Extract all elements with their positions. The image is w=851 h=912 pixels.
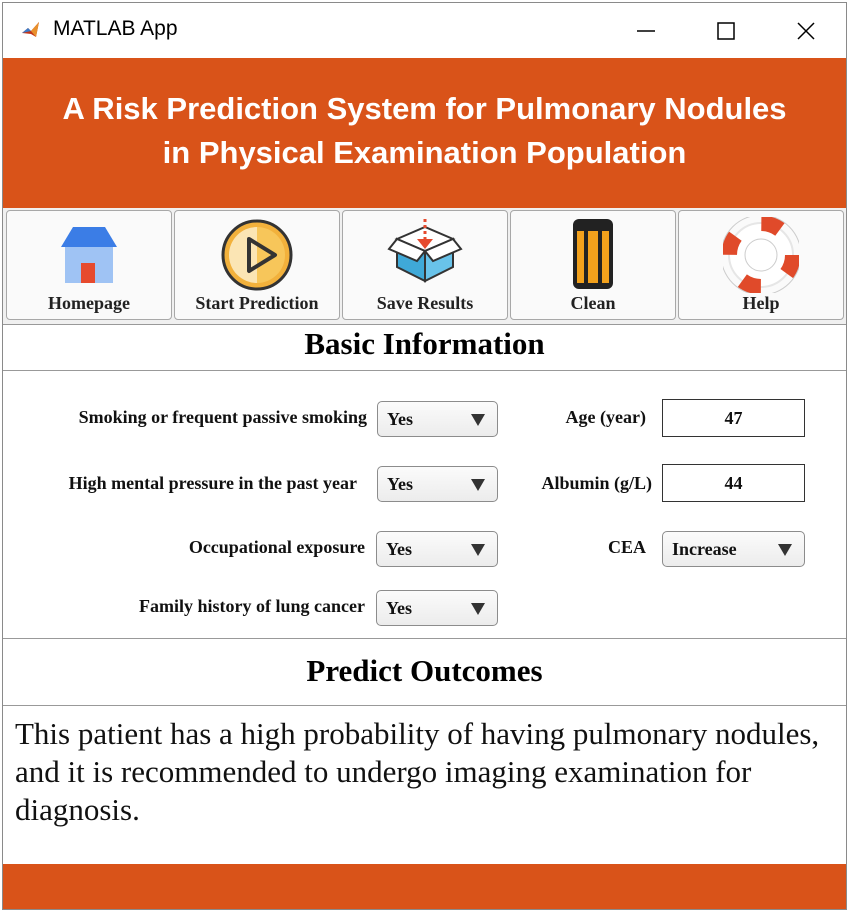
albumin-label: Albumin (g/L) bbox=[541, 473, 652, 493]
divider bbox=[3, 324, 846, 325]
footer-bar bbox=[3, 864, 846, 909]
header-banner bbox=[3, 58, 846, 208]
help-label: Help bbox=[742, 293, 780, 313]
smoking-label: Smoking or frequent passive smoking bbox=[78, 407, 367, 427]
age-label: Age (year) bbox=[565, 407, 646, 427]
occupational-value: Yes bbox=[386, 539, 412, 559]
minimize-icon bbox=[636, 21, 656, 41]
chevron-down-icon bbox=[778, 544, 792, 556]
close-button[interactable] bbox=[766, 3, 846, 58]
save-results-button[interactable] bbox=[342, 210, 508, 320]
divider bbox=[3, 370, 846, 371]
play-icon bbox=[219, 217, 295, 293]
trash-bin-icon bbox=[555, 217, 631, 293]
window-title: MATLAB App bbox=[53, 17, 178, 40]
family-history-label: Family history of lung cancer bbox=[139, 596, 365, 616]
save-results-label: Save Results bbox=[376, 293, 474, 313]
occupational-label: Occupational exposure bbox=[188, 537, 365, 557]
home-icon bbox=[51, 217, 127, 293]
app-title: A Risk Prediction System for Pulmonary Nodules in Physical Examination Population bbox=[62, 91, 787, 170]
mental-pressure-dropdown[interactable] bbox=[377, 466, 498, 502]
divider bbox=[3, 705, 846, 706]
divider bbox=[3, 638, 846, 639]
mental-pressure-label: High mental pressure in the past year bbox=[68, 473, 357, 493]
albumin-field[interactable]: 44 bbox=[662, 464, 805, 502]
close-icon bbox=[796, 21, 816, 41]
chevron-down-icon bbox=[471, 414, 485, 426]
save-box-icon bbox=[387, 217, 463, 293]
basic-information-title: Basic Information bbox=[304, 326, 545, 361]
maximize-icon bbox=[716, 21, 736, 41]
predict-outcomes-title: Predict Outcomes bbox=[306, 653, 543, 688]
clean-button[interactable] bbox=[510, 210, 676, 320]
family-history-value: Yes bbox=[386, 598, 412, 618]
minimize-button[interactable] bbox=[606, 3, 686, 58]
cea-value: Increase bbox=[672, 539, 737, 559]
help-button[interactable] bbox=[678, 210, 844, 320]
chevron-down-icon bbox=[471, 544, 485, 556]
app-window bbox=[2, 2, 847, 910]
cea-label: CEA bbox=[607, 537, 646, 557]
smoking-value: Yes bbox=[387, 409, 413, 429]
clean-label: Clean bbox=[570, 293, 616, 313]
occupational-dropdown[interactable] bbox=[376, 531, 498, 567]
lifebuoy-icon bbox=[723, 217, 799, 293]
chevron-down-icon bbox=[471, 479, 485, 491]
matlab-logo-icon bbox=[20, 19, 42, 41]
family-history-dropdown[interactable] bbox=[376, 590, 498, 626]
age-field[interactable]: 47 bbox=[662, 399, 805, 437]
title-bar bbox=[3, 3, 846, 58]
start-prediction-button[interactable] bbox=[174, 210, 340, 320]
prediction-result-text: This patient has a high probability of having pulmonary nodules, and it is recommended to undergo imaging examination for diagnosis. bbox=[15, 716, 820, 827]
cea-dropdown[interactable] bbox=[662, 531, 805, 567]
mental-pressure-value: Yes bbox=[387, 474, 413, 494]
homepage-button[interactable] bbox=[6, 210, 172, 320]
start-prediction-label: Start Prediction bbox=[195, 293, 319, 313]
toolbar bbox=[3, 208, 846, 324]
smoking-dropdown[interactable] bbox=[377, 401, 498, 437]
chevron-down-icon bbox=[471, 603, 485, 615]
maximize-button[interactable] bbox=[686, 3, 766, 58]
homepage-label: Homepage bbox=[48, 293, 130, 313]
